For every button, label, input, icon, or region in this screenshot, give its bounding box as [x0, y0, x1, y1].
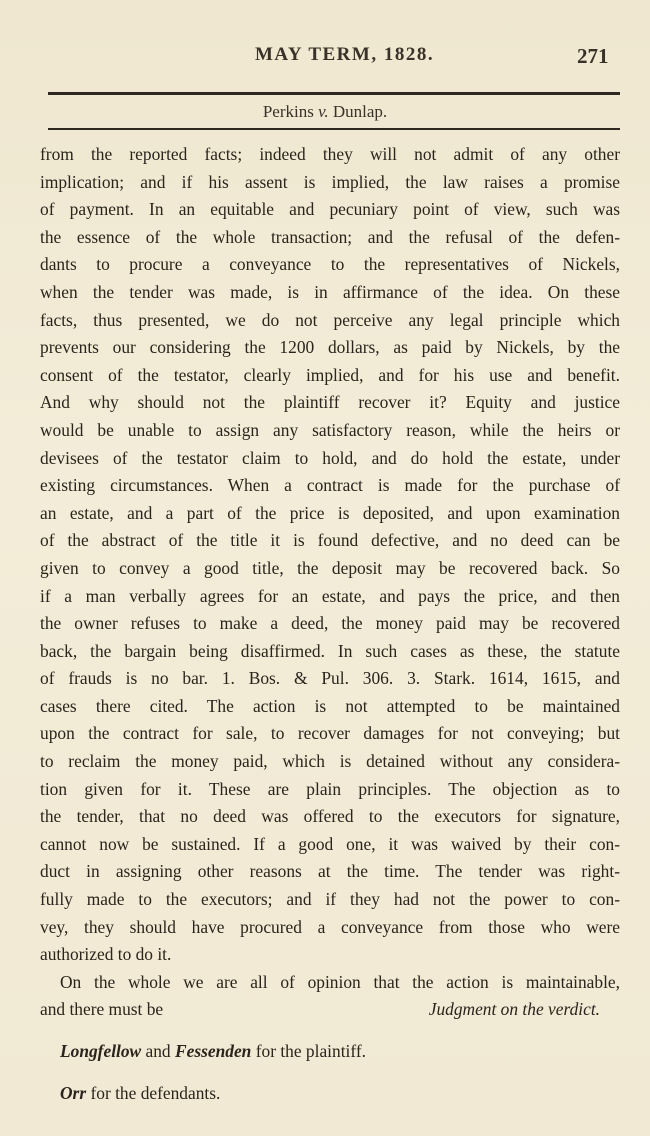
text-line: an estate, and a part of the price is deposited, and upon examination	[40, 502, 620, 523]
text-line: when the tender was made, is in affirmance of the idea. On these	[40, 281, 620, 302]
text-line: fully made to the executors; and if they had not the power to con-	[40, 889, 620, 910]
running-title: MAY TERM, 1828.	[255, 44, 435, 65]
counsel-plaintiff-role: for the plaintiff.	[255, 1041, 366, 1061]
text-line: the tender, that no deed was offered to the executors for signature,	[40, 806, 620, 827]
text-line: tion given for it. These are plain principles. The objection as to	[40, 778, 620, 799]
text-line: And why should not the plaintiff recover it? Equity and justice	[40, 392, 620, 413]
text-line: the essence of the whole transaction; and the refusal of the defen-	[40, 226, 620, 247]
text-line: cases there cited. The action is not attempted to be maintained	[40, 695, 620, 716]
counsel-plaintiff	[60, 1041, 366, 1062]
text-line: implication; and if his assent is implied, the law raises a promise	[40, 171, 620, 192]
conclusion-line: On the whole we are all of opinion that the action is maintainable,	[60, 971, 620, 992]
judgment-text: Judgment on the verdict.	[428, 999, 600, 1020]
text-line: of frauds is no bar. 1. Bos. & Pul. 306. 3. Stark. 1614, 1615, and	[40, 668, 620, 689]
text-line: upon the contract for sale, to recover damages for not conveying; but	[40, 723, 620, 744]
counsel-and: and	[145, 1041, 171, 1061]
text-line: consent of the testator, clearly implied, and for his use and benefit.	[40, 364, 620, 385]
text-line: vey, they should have procured a conveyance from those who were	[40, 916, 620, 937]
header-rule-bottom	[48, 128, 620, 130]
text-line: if a man verbally agrees for an estate, and pays the price, and then	[40, 585, 620, 606]
text-line: of payment. In an equitable and pecuniary point of view, such was	[40, 199, 620, 220]
text-line: to reclaim the money paid, which is detained without any considera-	[40, 751, 620, 772]
counsel-name-fessenden: Fessenden	[175, 1041, 252, 1061]
case-plaintiff: Perkins	[262, 102, 314, 121]
text-line: existing circumstances. When a contract is made for the purchase of	[40, 475, 620, 496]
judgment-line	[40, 996, 620, 1024]
counsel-name-longfellow: Longfellow	[60, 1041, 142, 1061]
text-line: devisees of the testator claim to hold, and do hold the estate, under	[40, 447, 620, 468]
text-line: facts, thus presented, we do not perceive any legal principle which	[40, 309, 620, 330]
text-line: back, the bargain being disaffirmed. In such cases as these, the statute	[40, 640, 620, 661]
text-line: of the abstract of the title it is found defective, and no deed can be	[40, 530, 620, 551]
text-line: authorized to do it.	[40, 944, 172, 965]
counsel-defendant	[60, 1083, 220, 1104]
text-line: would be unable to assign any satisfactory reason, while the heirs or	[40, 419, 620, 440]
case-title	[0, 102, 650, 122]
counsel-name-orr: Orr	[60, 1083, 87, 1103]
text-line: prevents our considering the 1200 dollars, as paid by Nickels, by the	[40, 337, 620, 358]
judgment-lead: and there must be	[40, 999, 164, 1020]
text-line: duct in assigning other reasons at the time. The tender was right-	[40, 861, 620, 882]
text-line: given to convey a good title, the deposit may be recovered back. So	[40, 557, 620, 578]
text-line: from the reported facts; indeed they will not admit of any other	[40, 144, 620, 164]
text-line: dants to procure a conveyance to the representatives of Nickels,	[40, 254, 620, 275]
counsel-defendant-role: for the defendants.	[90, 1083, 221, 1103]
text-line: cannot now be sustained. If a good one, it was waived by their con-	[40, 833, 620, 854]
text-line: the owner refuses to make a deed, the money paid may be recovered	[40, 613, 620, 634]
case-versus: v.	[318, 102, 329, 121]
case-defendant: Dunlap.	[332, 102, 388, 121]
header-rule-top	[48, 92, 620, 95]
opinion-text	[40, 141, 620, 1024]
running-head	[0, 44, 650, 74]
page-number: 271	[577, 44, 609, 68]
